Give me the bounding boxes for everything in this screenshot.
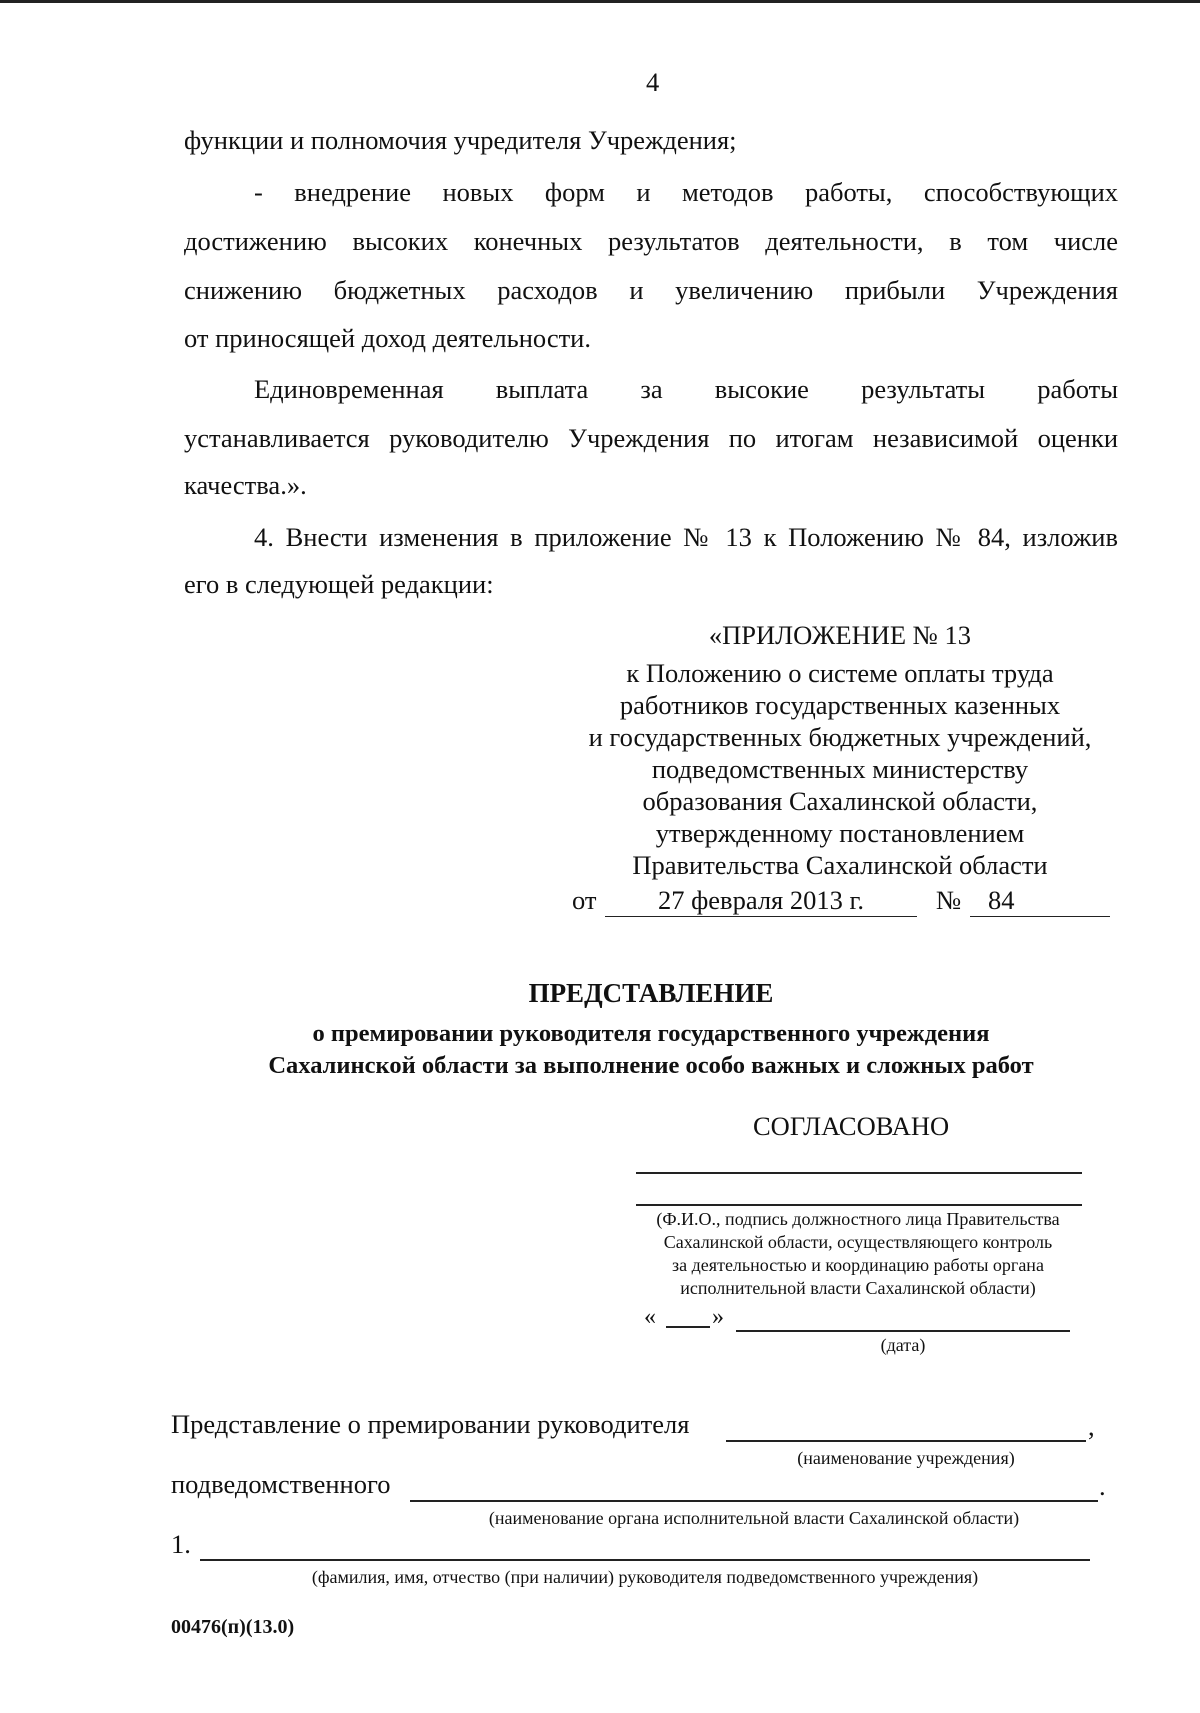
date-caption: (дата) — [880, 1335, 926, 1355]
form-line2-label: подведомственного — [171, 1469, 391, 1499]
form-line2-dot: . — [1099, 1471, 1106, 1501]
signature-line — [636, 1172, 1082, 1174]
document-title: ПРЕДСТАВЛЕНИЕ — [528, 978, 774, 1008]
form-line2-blank — [410, 1500, 1098, 1502]
annex-number-label: № — [936, 885, 962, 915]
annex-date: 27 февраля 2013 г. — [605, 884, 917, 917]
annex-line: к Положению о системе оплаты труда — [626, 658, 1054, 688]
annex-line: и государственных бюджетных учреждений, — [588, 722, 1092, 752]
form-line1-label: Представление о премировании руководителя — [171, 1409, 690, 1439]
form-line3-blank — [200, 1559, 1090, 1561]
body-line: функции и полномочия учредителя Учреждения; — [184, 125, 737, 155]
form-line1-comma: , — [1088, 1411, 1095, 1441]
body-line: 4. Внести изменения в приложение № 13 к Положению № 84, изложив — [254, 522, 1118, 552]
body-line: от приносящей доход деятельности. — [184, 323, 591, 353]
annex-line: утвержденному постановлением — [655, 818, 1025, 848]
approval-caption: исполнительной власти Сахалинской области) — [680, 1278, 1036, 1298]
body-line: достижению высоких конечных результатов деятельности, в том числе — [184, 226, 1118, 256]
body-line: устанавливается руководителю Учреждения по итогам независимой оценки — [184, 423, 1118, 453]
date-quote-close: » — [712, 1304, 724, 1330]
annex-line: Правительства Сахалинской области — [632, 850, 1048, 880]
annex-line: образования Сахалинской области, — [642, 786, 1038, 816]
form-line3-caption: (фамилия, имя, отчество (при наличии) руководителя подведомственного учреждения) — [311, 1567, 979, 1587]
approval-caption: за деятельностью и координацию работы органа — [672, 1255, 1044, 1275]
footer-code: 00476(п)(13.0) — [171, 1616, 295, 1638]
signature-line — [636, 1204, 1082, 1206]
annex-from-label: от — [572, 885, 597, 915]
body-line: Единовременная выплата за высокие результаты работы — [254, 374, 1118, 404]
date-line — [736, 1330, 1070, 1332]
day-line — [666, 1326, 710, 1328]
annex-title: «ПРИЛОЖЕНИЕ № 13 — [708, 620, 972, 650]
body-line: его в следующей редакции: — [184, 569, 494, 599]
form-line1-blank — [726, 1440, 1086, 1442]
body-line: качества.». — [184, 470, 307, 500]
body-line: - внедрение новых форм и методов работы, способствующих — [254, 177, 1118, 207]
document-subtitle: Сахалинской области за выполнение особо важных и сложных работ — [268, 1052, 1034, 1079]
approval-label: СОГЛАСОВАНО — [753, 1111, 950, 1141]
document-subtitle: о премировании руководителя государственного учреждения — [312, 1020, 990, 1047]
approval-caption: Сахалинской области, осуществляющего контроль — [663, 1232, 1053, 1252]
annex-line: работников государственных казенных — [619, 690, 1061, 720]
form-line3-label: 1. — [171, 1529, 191, 1559]
annex-number: 84 — [970, 884, 1110, 917]
scan-top-border — [0, 0, 1200, 3]
form-line1-caption: (наименование учреждения) — [797, 1448, 1015, 1468]
form-line2-caption: (наименование органа исполнительной власти Сахалинской области) — [488, 1508, 1020, 1528]
page-number: 4 — [646, 67, 660, 97]
annex-line: подведомственных министерству — [651, 754, 1029, 784]
approval-caption: (Ф.И.О., подпись должностного лица Правительства — [656, 1209, 1060, 1229]
body-line: снижению бюджетных расходов и увеличению прибыли Учреждения — [184, 275, 1118, 305]
date-quote-open: « — [644, 1304, 656, 1330]
